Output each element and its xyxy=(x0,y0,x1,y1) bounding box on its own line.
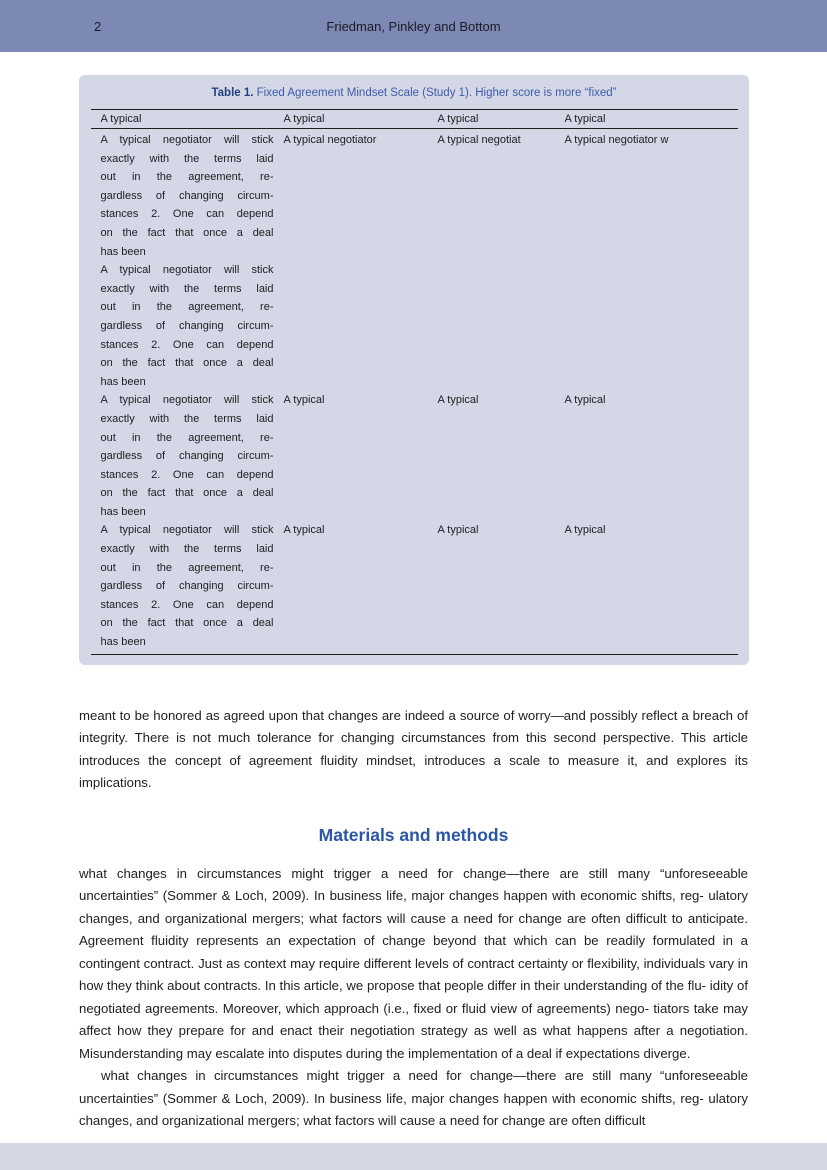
table-body xyxy=(91,129,738,655)
table-cell: A typical xyxy=(564,394,606,407)
table-header-row xyxy=(91,109,738,129)
table-cell: A typical xyxy=(283,394,325,407)
running-title: Friedman, Pinkley and Bottom xyxy=(326,18,501,34)
table-caption-text: Fixed Agreement Mindset Scale (Study 1). Higher score is more “fixed” xyxy=(256,87,617,99)
section-heading: Materials and methods xyxy=(318,824,509,845)
table-column-header: A typical xyxy=(283,113,325,125)
item-paragraph: A typical negotiator will stick exactly with the terms laid out in the agreement, re- gardless of changing circum- stances 2. One can depend on the fact that once a deal has been xyxy=(100,394,274,518)
table-row xyxy=(91,391,738,521)
table-cell: A typical xyxy=(564,524,606,537)
paragraph: what changes in circumstances might trigger a need for change—there are still many “unforeseeable uncertainties” (Sommer & Loch, 2009). In business life, major changes happen with economic shifts, reg- ulatory changes, and organizational mergers; what factors will cause a need for change are often difficult xyxy=(79,1068,748,1129)
scale-table xyxy=(91,109,738,655)
table-cell: A typical xyxy=(437,524,479,537)
paragraph: meant to be honored as agreed upon that changes are indeed a source of worry—and possibly reflect a breach of integrity. There is not much tolerance for changing circumstances from this second perspective. This article introduces the concept of agreement fluidity mindset, introduces a scale to measure it, and explores its implications. xyxy=(79,707,748,791)
table-cell: A typical xyxy=(437,394,479,407)
paragraph: what changes in circumstances might trigger a need for change—there are still many “unforeseeable uncertainties” (Sommer & Loch, 2009). In business life, major changes happen with economic shifts, reg- ulatory changes, and organizational mergers; what factors will cause a need for change are often difficult to anticipate. Agreement fluidity represents an expectation of change beyond that which can be readily formulated in a contingent contract. Just as context may require different levels of contract certainty or flexibility, individuals vary in how they think about contracts. In this article, we propose that people differ in their understanding of the flu- idity of negotiated agreements. Moreover, which approach (i.e., fixed or fluid view of agreements) nego- tiators take may affect how they prepare for and enact their negotiation strategy as well as what happens after a negotiation. Misunderstanding may escalate into disputes during the implementation of a deal if expectations diverge. xyxy=(79,865,748,1061)
item-paragraph: A typical negotiator will stick exactly with the terms laid out in the agreement, re- gardless of changing circum- stances 2. One can depend on the fact that once a deal has been xyxy=(100,134,274,258)
table-cell-item-text xyxy=(91,131,284,391)
header-bar xyxy=(0,0,827,52)
table-card xyxy=(79,75,749,665)
page-number: 2 xyxy=(94,18,102,34)
table-cell: A typical negotiator xyxy=(283,134,377,146)
table-row xyxy=(91,521,738,651)
table-cell: A typical negotiat xyxy=(437,134,521,146)
table-cell-item-text xyxy=(91,391,284,521)
item-paragraph: A typical negotiator will stick exactly with the terms laid out in the agreement, re- gardless of changing circum- stances 2. One can depend on the fact that once a deal has been xyxy=(100,264,274,388)
page-body xyxy=(0,705,827,1133)
table-caption xyxy=(91,87,738,99)
footer-bar xyxy=(0,1143,827,1170)
table-column-header: A typical xyxy=(564,113,606,125)
item-paragraph: A typical negotiator will stick exactly with the terms laid out in the agreement, re- gardless of changing circum- stances 2. One can depend on the fact that once a deal has been xyxy=(100,524,274,649)
table-column-header: A typical xyxy=(100,113,142,125)
table-cell: A typical negotiator w xyxy=(564,134,669,146)
table-cell: A typical xyxy=(283,524,325,537)
table-cell-item-text xyxy=(91,521,284,651)
table-caption-label: Table 1. xyxy=(211,87,254,99)
table-row xyxy=(91,131,738,391)
table-column-header: A typical xyxy=(437,113,479,125)
